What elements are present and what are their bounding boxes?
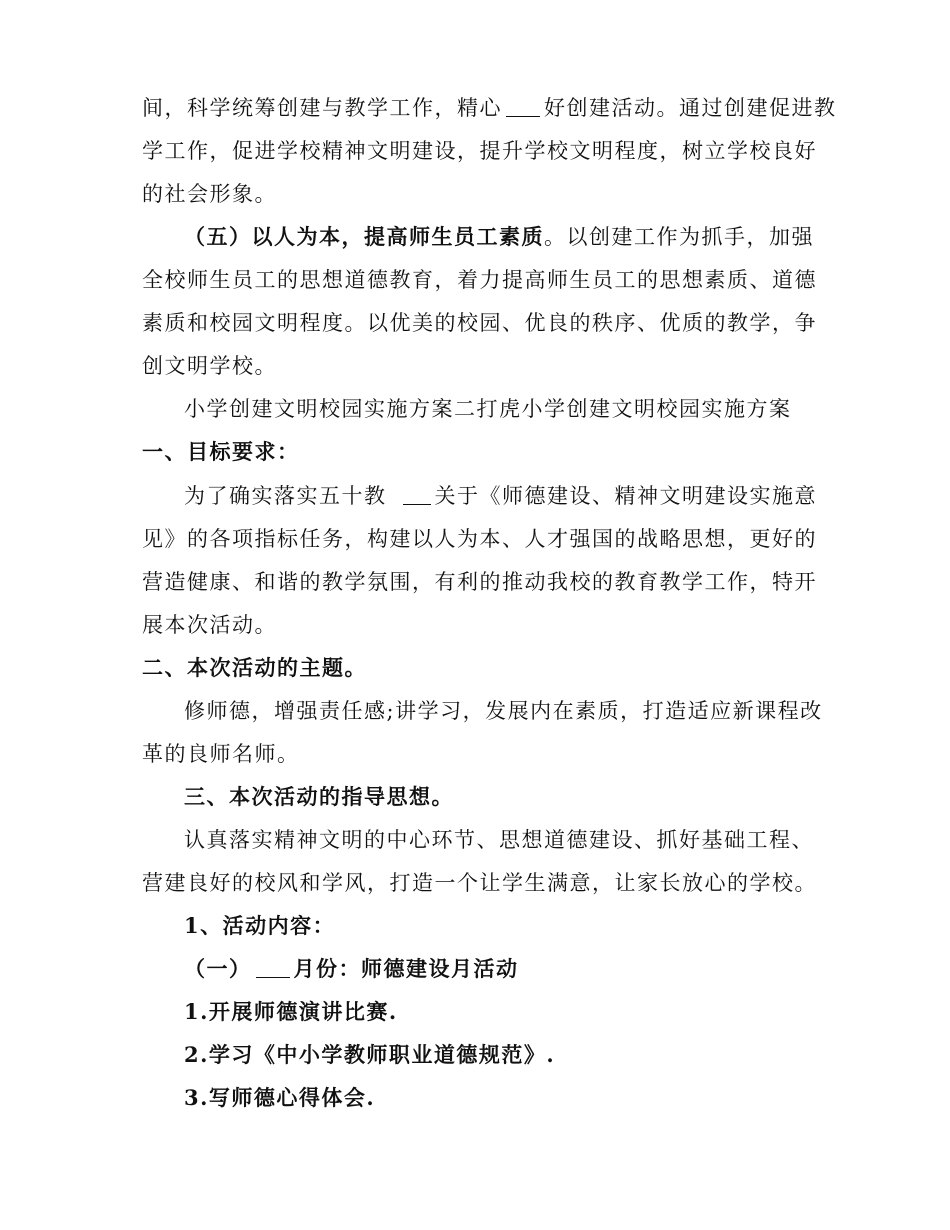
paragraph-line: 学工作，促进学校精神文明建设，提升学校文明程度，树立学校良好 <box>142 139 817 163</box>
text-span: 关于《师德建设、精神文明建设实施意 <box>434 484 817 508</box>
paragraph-line: 创文明学校。 <box>142 354 277 378</box>
heading-guiding-idea: 三、本次活动的指导思想。 <box>184 784 454 809</box>
section-heading-line <box>184 215 852 259</box>
fill-blank <box>403 486 431 505</box>
paragraph-line: 修师德，增强责任感;讲学习，发展内在素质，打造适应新课程改 <box>184 699 823 723</box>
heading-month-activity <box>184 947 852 991</box>
fill-blank <box>256 959 290 978</box>
heading-theme: 二、本次活动的主题。 <box>142 655 367 680</box>
text-span: 月份：师德建设月活动 <box>293 956 519 981</box>
list-item: 3.写师德心得体会. <box>184 1085 376 1110</box>
fill-blank <box>506 98 540 117</box>
paragraph-line: 展本次活动。 <box>142 613 277 637</box>
text-span: （一） <box>184 956 252 981</box>
paragraph-line: 营造健康、和谐的教学氛围，有利的推动我校的教育教学工作，特开 <box>142 570 817 594</box>
list-item: 1.开展师德演讲比赛. <box>184 999 398 1024</box>
paragraph-line: 素质和校园文明程度。以优美的校园、优良的秩序、优质的教学，争 <box>142 311 817 335</box>
list-item: 2.学习《中小学教师职业道德规范》. <box>184 1042 556 1067</box>
paragraph-line <box>184 474 852 518</box>
document-title-line: 小学创建文明校园实施方案二打虎小学创建文明校园实施方案 <box>184 397 792 421</box>
paragraph-line <box>142 86 837 130</box>
text-span: 。以创建工作为抓手，加强 <box>544 225 814 249</box>
heading-activity-content: 1、活动内容： <box>184 913 336 938</box>
text-span: 间，科学统筹创建与教学工作，精心 <box>142 96 502 120</box>
paragraph-line: 革的良师名师。 <box>142 742 300 766</box>
paragraph-line: 认真落实精神文明的中心环节、思想道德建设、抓好基础工程、 <box>184 828 814 852</box>
bold-heading: （五）以人为本，提高师生员工素质 <box>184 224 544 249</box>
heading-objectives: 一、目标要求： <box>142 439 300 464</box>
paragraph-line: 的社会形象。 <box>142 182 277 206</box>
paragraph-line: 见》的各项指标任务，构建以人为本、人才强国的战略思想，更好的 <box>142 527 817 551</box>
text-span: 好创建活动。通过创建促进教 <box>544 96 837 120</box>
paragraph-line: 全校师生员工的思想道德教育，着力提高师生员工的思想素质、道德 <box>142 268 817 292</box>
text-span: 为了确实落实五十教 <box>184 484 387 508</box>
paragraph-line: 营建良好的校风和学风，打造一个让学生满意，让家长放心的学校。 <box>142 871 817 895</box>
